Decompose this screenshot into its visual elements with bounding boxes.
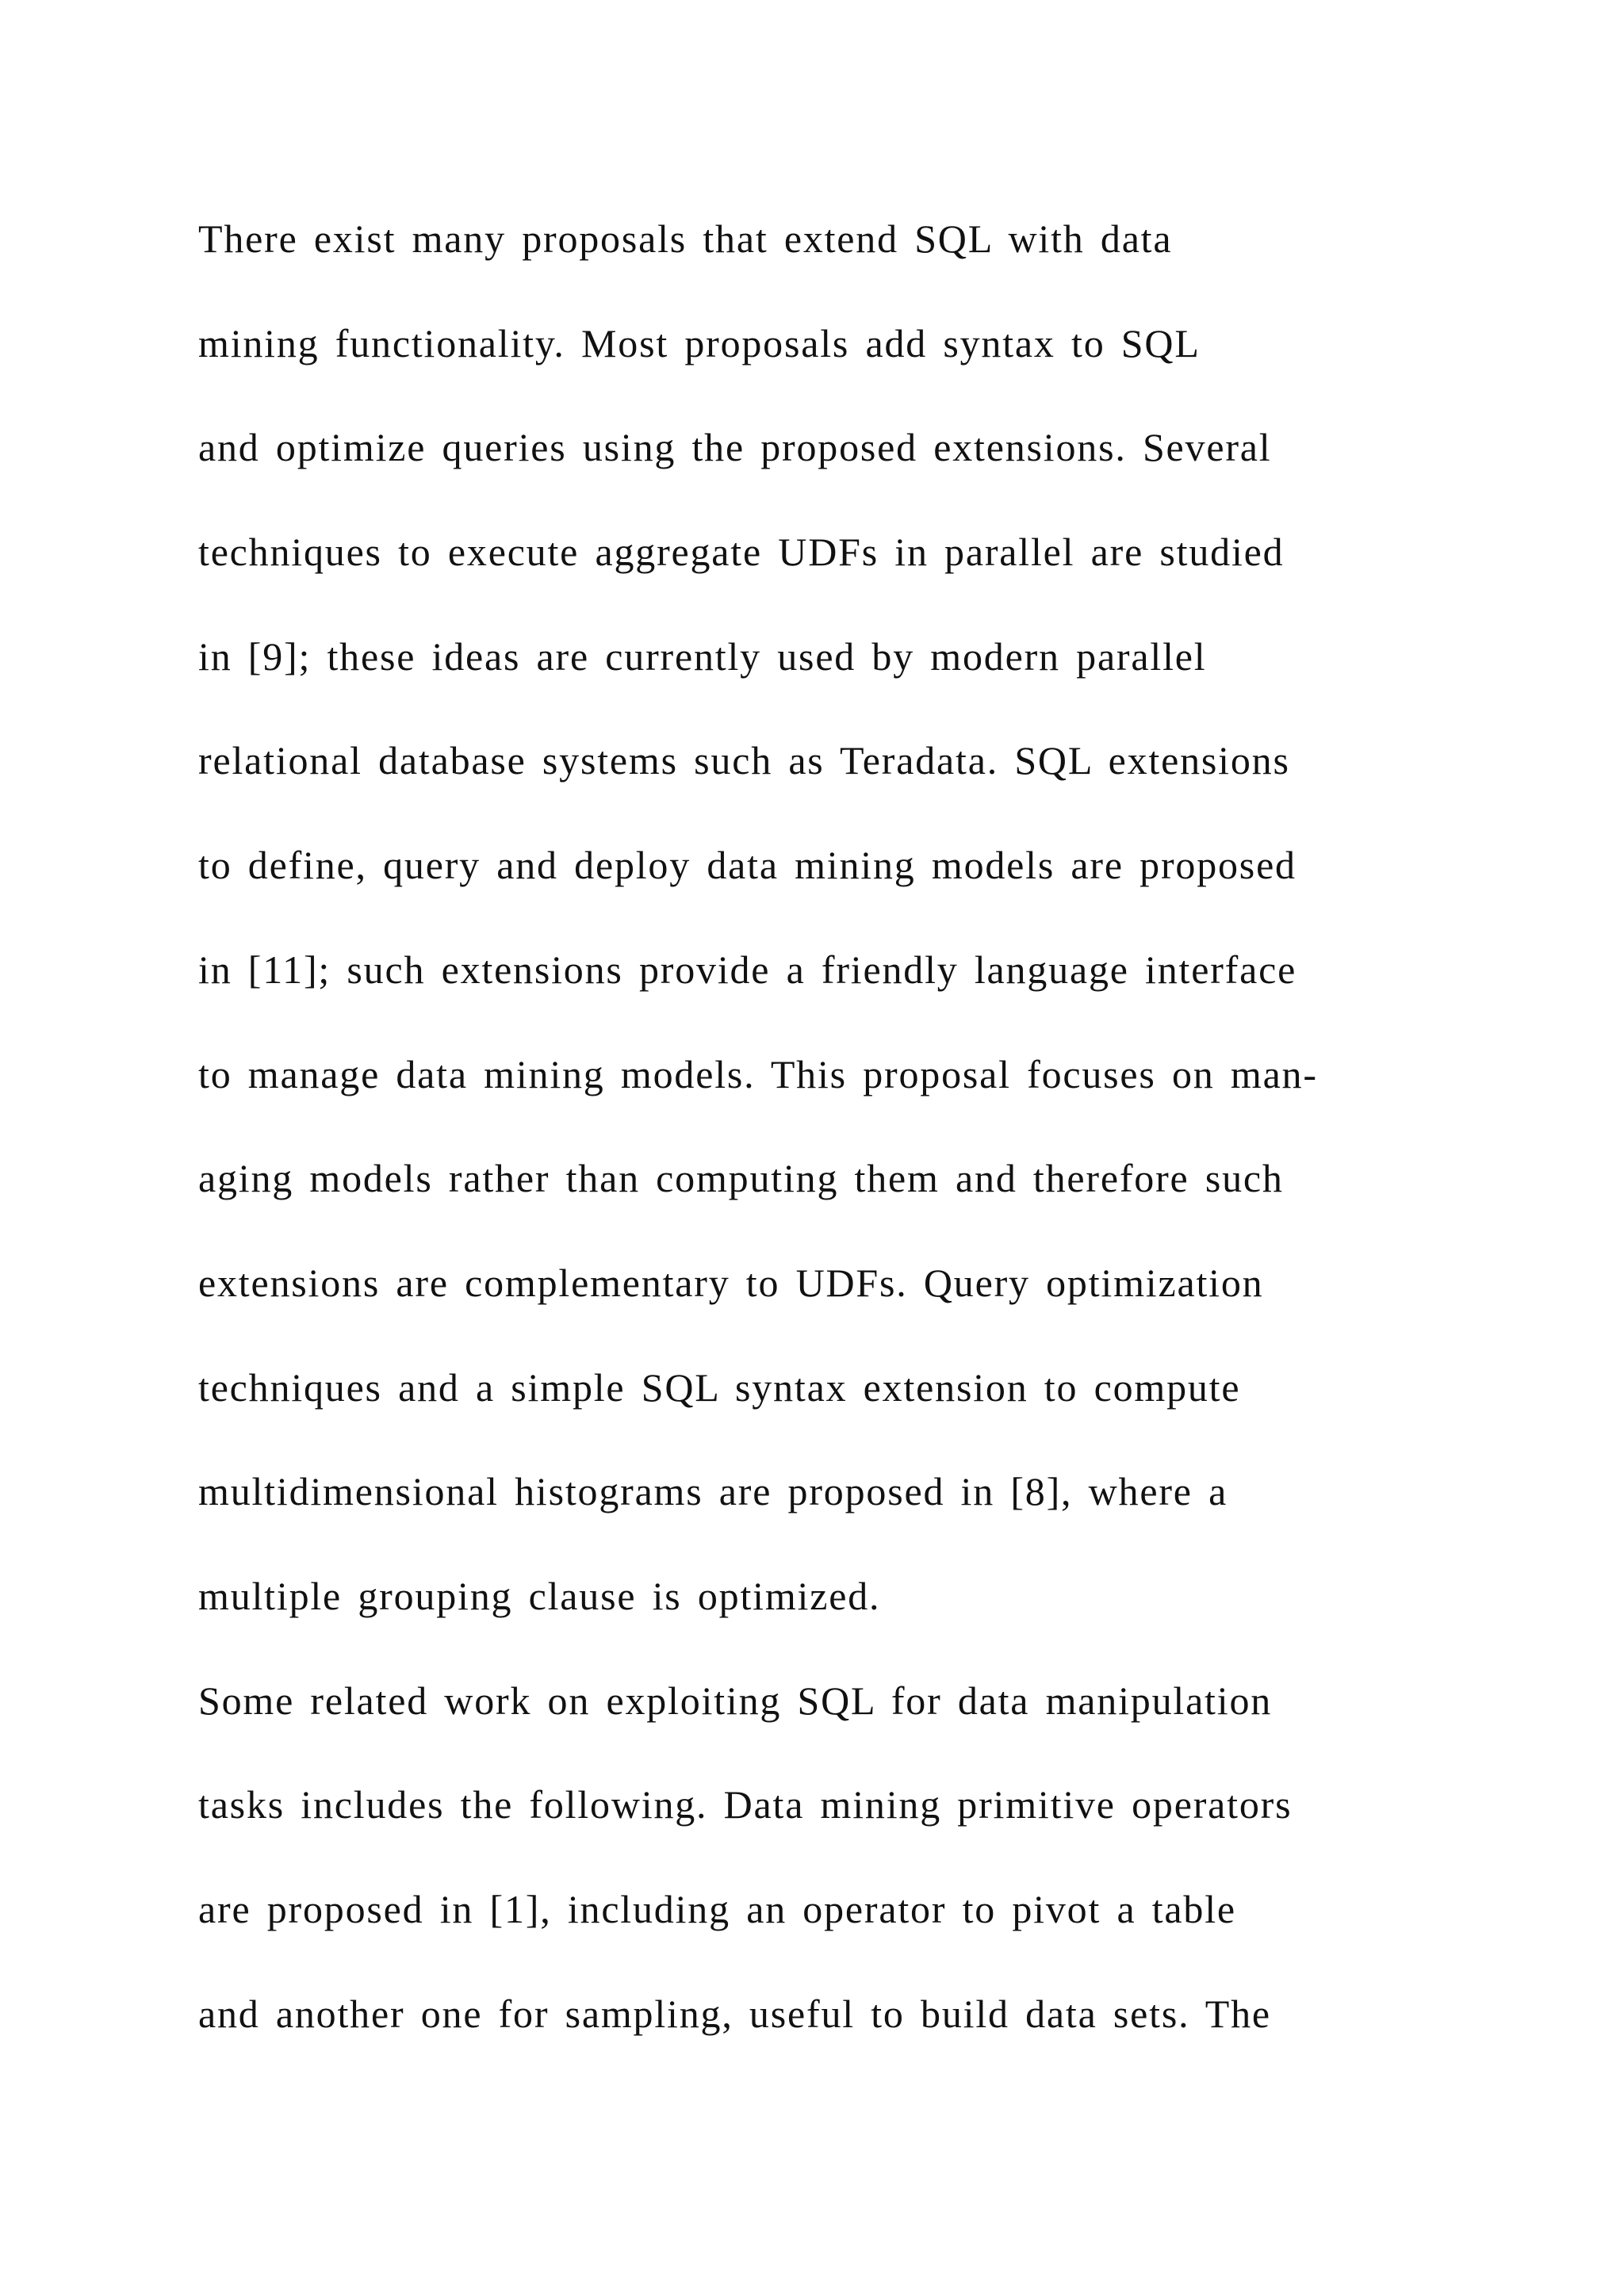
text-line: and optimize queries using the proposed extensions. Several (198, 425, 1272, 470)
text-line: are proposed in [1], including an operator to pivot a table (198, 1887, 1236, 1931)
text-line: relational database systems such as Teradata. SQL extensions (198, 738, 1290, 783)
text-line: extensions are complementary to UDFs. Query optimization (198, 1260, 1264, 1305)
text-line: in [9]; these ideas are currently used by modern parallel (198, 633, 1207, 679)
text-line: to manage data mining models. This proposal focuses on man- (198, 1051, 1318, 1096)
text-line: in [11]; such extensions provide a friendly language interface (198, 947, 1297, 992)
text-line: Some related work on exploiting SQL for data manipulation (198, 1678, 1273, 1723)
text-line: There exist many proposals that extend SQL with data (198, 216, 1173, 261)
text-line: mining functionality. Most proposals add syntax to SQL (198, 320, 1201, 365)
text-line: multiple grouping clause is optimized. (198, 1573, 881, 1618)
text-line: techniques and a simple SQL syntax extension to compute (198, 1364, 1241, 1410)
text-line: tasks includes the following. Data mining primitive operators (198, 1782, 1293, 1827)
text-line: aging models rather than computing them and therefore such (198, 1156, 1284, 1201)
text-line: multidimensional histograms are proposed in [8], where a (198, 1469, 1228, 1514)
text-line: to define, query and deploy data mining models are proposed (198, 843, 1297, 888)
text-line: and another one for sampling, useful to build data sets. The (198, 1991, 1271, 2036)
body-text (198, 187, 1435, 2066)
text-line: techniques to execute aggregate UDFs in parallel are studied (198, 530, 1285, 575)
